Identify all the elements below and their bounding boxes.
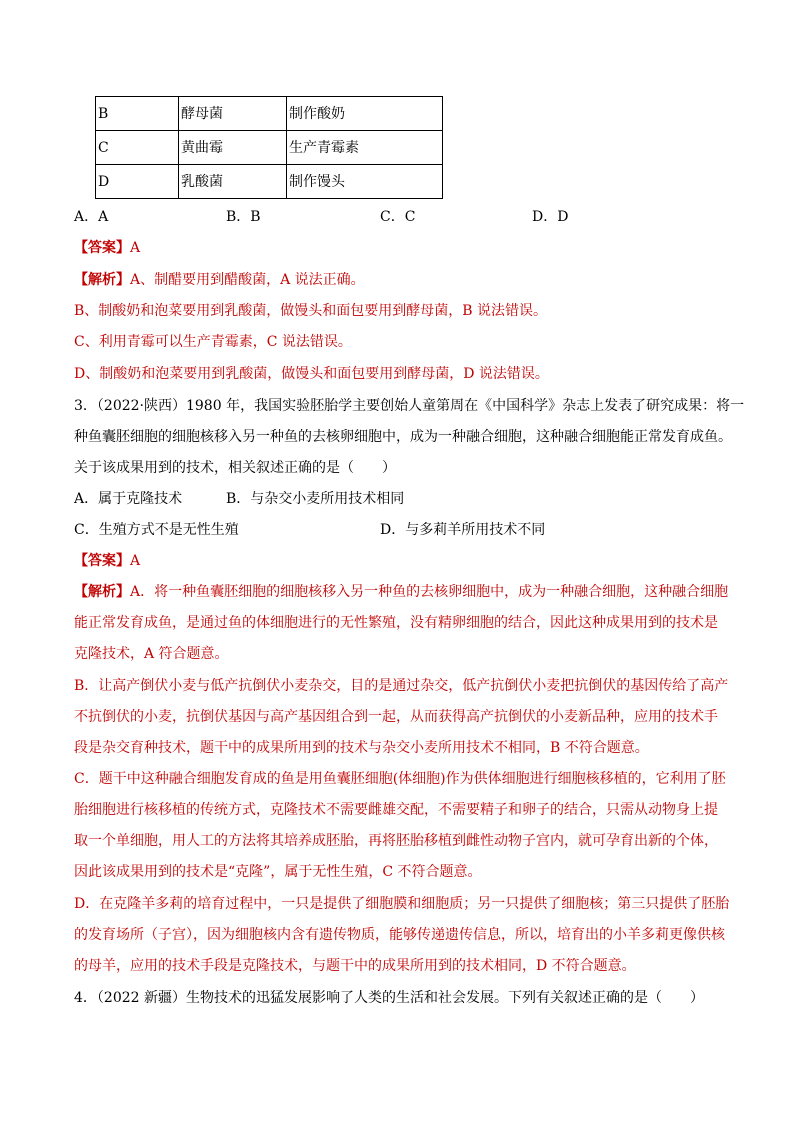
choice-a: A．属于克隆技术 xyxy=(74,491,183,507)
table-cell: 制作馒头 xyxy=(287,165,443,199)
table-row xyxy=(96,131,443,165)
question-stem: 3．（2022·陕西）1980 年，我国实验胚胎学主要创始人童第周在《中国科学》杂志上发表了研究成果：将一 xyxy=(74,398,745,414)
answer-value: A xyxy=(130,553,141,569)
table-cell: 黄曲霉 xyxy=(179,131,287,165)
answer-value: A xyxy=(130,240,141,256)
question-stem: 关于该成果用到的技术，相关叙述正确的是（ ） xyxy=(74,460,396,476)
answer-line xyxy=(74,551,140,571)
analysis-line: 不抗倒伏的小麦，抗倒伏基因与高产基因组合到一起，从而获得高产抗倒伏的小麦新品种，应用的技术手 xyxy=(74,709,718,725)
table-cell: D xyxy=(96,165,179,199)
table-cell: C xyxy=(96,131,179,165)
choice-c: C．C xyxy=(380,209,416,225)
table-row xyxy=(96,97,443,131)
analysis-line: C、利用青霉可以生产青霉素，C 说法错误。 xyxy=(74,334,352,350)
analysis-tag: 【解析】 xyxy=(74,272,130,288)
analysis-text: A．将一种鱼囊胚细胞的细胞核移入另一种鱼的去核卵细胞中，成为一种融合细胞，这种融合细胞 xyxy=(130,584,729,600)
analysis-line: 胎细胞进行核移植的传统方式，克隆技术不需要雌雄交配，不需要精子和卵子的结合，只需从动物身上提 xyxy=(74,802,718,818)
table-cell: 生产青霉素 xyxy=(287,131,443,165)
question-stem: 种鱼囊胚细胞的细胞核移入另一种鱼的去核卵细胞中，成为一种融合细胞，这种融合细胞能正常发育成鱼。 xyxy=(74,429,732,445)
analysis-tag: 【解析】 xyxy=(74,584,130,600)
analysis-line: B．让高产倒伏小麦与低产抗倒伏小麦杂交，目的是通过杂交，低产抗倒伏小麦把抗倒伏的基因传给了高产 xyxy=(74,678,729,694)
question-stem: 4．（2022 新疆）生物技术的迅猛发展影响了人类的生活和社会发展。下列有关叙述正确的是（ ） xyxy=(74,990,704,1006)
analysis-line: 因此该成果用到的技术是“克隆”，属于无性生殖，C 不符合题意。 xyxy=(74,864,482,880)
analysis-line xyxy=(74,582,728,602)
choice-d: D．与多莉羊所用技术不同 xyxy=(380,522,546,538)
analysis-line: 的母羊，应用的技术手段是克隆技术，与题干中的成果所用到的技术相同，D 不符合题意。 xyxy=(74,958,636,974)
analysis-line: 的发育场所（子宫），因为细胞核内含有遗传物质，能够传递遗传信息，所以，培育出的小羊多莉更像供核 xyxy=(74,927,725,943)
analysis-line: 取一个单细胞，用人工的方法将其培养成胚胎，再将胚胎移植到雌性动物子宫内，就可孕育出新的个体， xyxy=(74,833,718,849)
answer-tag: 【答案】 xyxy=(74,240,130,256)
choice-b: B．B xyxy=(226,209,261,225)
choice-c: C．生殖方式不是无性生殖 xyxy=(74,522,239,538)
analysis-line: 克隆技术，A 符合题意。 xyxy=(74,646,229,662)
answer-tag: 【答案】 xyxy=(74,553,130,569)
table-cell: 酵母菌 xyxy=(179,97,287,131)
choice-d: D．D xyxy=(532,209,569,225)
table-cell: B xyxy=(96,97,179,131)
options-table xyxy=(95,96,443,199)
analysis-line: D、制酸奶和泡菜要用到乳酸菌，做馒头和面包要用到酵母菌，D 说法错误。 xyxy=(74,366,549,382)
analysis-line: B、制酸奶和泡菜要用到乳酸菌，做馒头和面包要用到酵母菌，B 说法错误。 xyxy=(74,303,548,319)
answer-line xyxy=(74,238,140,258)
analysis-line: 能正常发育成鱼，是通过鱼的体细胞进行的无性繁殖，没有精卵细胞的结合，因此这种成果用到的技术是 xyxy=(74,615,718,631)
analysis-line: 段是杂交育种技术，题干中的成果所用到的技术与杂交小麦所用技术不相同，B 不符合题意。 xyxy=(74,740,649,756)
table-cell: 制作酸奶 xyxy=(287,97,443,131)
table-row xyxy=(96,165,443,199)
analysis-line: D．在克隆羊多莉的培育过程中，一只是提供了细胞膜和细胞质；另一只提供了细胞核；第三只提供了胚胎 xyxy=(74,896,730,912)
table-cell: 乳酸菌 xyxy=(179,165,287,199)
analysis-line: C．题干中这种融合细胞发育成的鱼是用鱼囊胚细胞(体细胞)作为供体细胞进行细胞核移植的，它利用了胚 xyxy=(74,771,726,787)
analysis-text: A、制醋要用到醋酸菌，A 说法正确。 xyxy=(130,272,365,288)
analysis-line xyxy=(74,270,365,290)
choice-b: B．与杂交小麦所用技术相同 xyxy=(226,491,405,507)
choice-a: A．A xyxy=(74,209,109,225)
